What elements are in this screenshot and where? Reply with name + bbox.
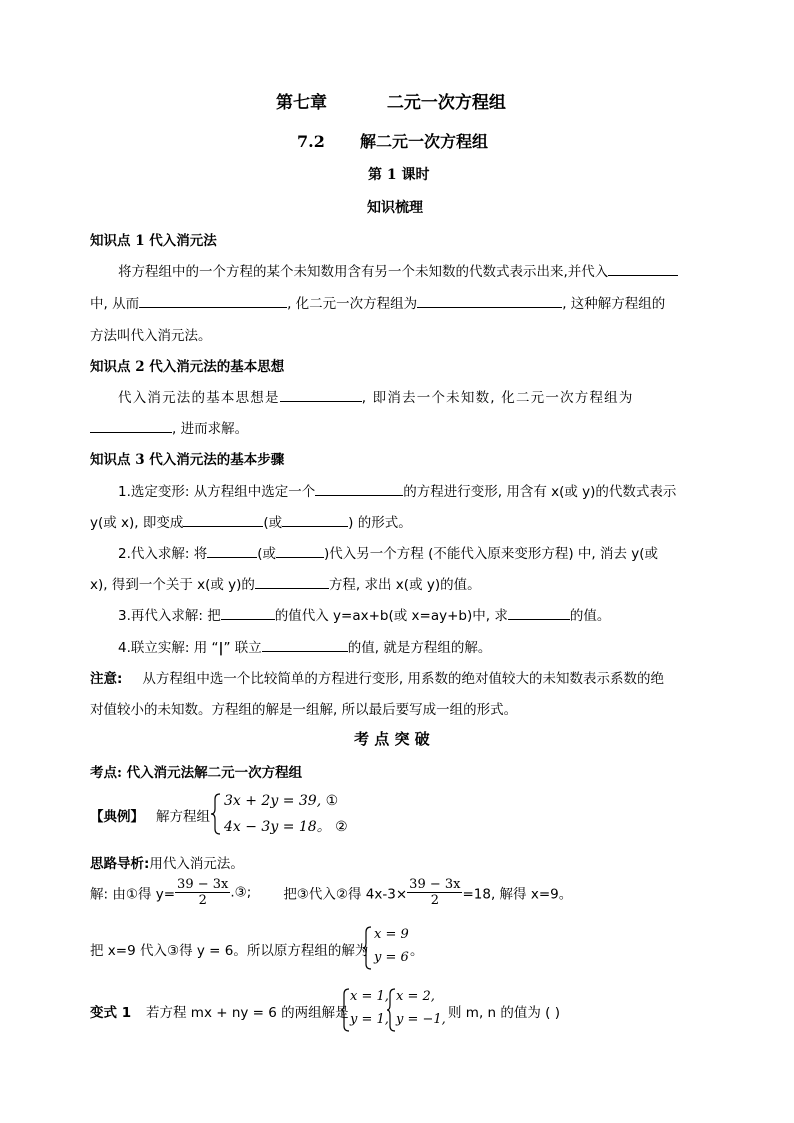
equation-2 (224, 816, 348, 836)
exam-heading: 考 点 突 破 (354, 730, 430, 748)
var-s2-x: x = 2, (396, 989, 435, 1004)
kp1-line1 (118, 260, 678, 280)
kp2-heading: 知识点 2 代入消元法的基本思想 (90, 359, 285, 375)
kp3-step2-line1 (118, 542, 658, 562)
kp3-s4sym: | (218, 640, 224, 656)
var-s1-y: y = 1, (350, 1012, 389, 1027)
section-name: 解二元一次方程组 (360, 132, 489, 151)
blank (90, 418, 172, 433)
kp3-s3a: 3.再代入求解: 把 (118, 608, 221, 624)
kp3-s2a: 2.代入求解: 将 (118, 546, 208, 562)
kp3-s2c: )代入另一个方程 (不能代入原来变形方程) 中, 消去 y(或 (324, 546, 659, 562)
kp3-s1e: ) 的形式。 (348, 515, 412, 531)
sol2-text: 把 x=9 代入③得 y = 6。所以原方程组的解为 (90, 943, 369, 959)
note-label: 注意: (90, 671, 123, 687)
kp3-s2d: x), 得到一个关于 x(或 y)的 (90, 577, 255, 593)
kp3-s2e: 方程, 求出 x(或 y)的值。 (328, 577, 481, 593)
equation-1 (224, 793, 338, 809)
fraction-2-den: 2 (430, 893, 439, 908)
left-brace-icon (210, 793, 222, 835)
kp1-text-2c: , 这种解方程组的 (562, 296, 666, 312)
blank (262, 637, 348, 652)
variation-question: 则 m, n 的值为 ( ) (448, 1005, 560, 1021)
solution-line1 (90, 877, 572, 908)
blank (417, 293, 562, 308)
exam-point: 考点: 代入消元法解二元一次方程组 (90, 765, 303, 781)
kp2-line1 (118, 386, 634, 406)
eq2-mark: ② (335, 819, 348, 835)
sol-d: =18, 解得 x=9。 (462, 886, 573, 903)
kp1-text-2a: 中, 从而 (90, 296, 140, 312)
sol-b: .③; (230, 884, 252, 901)
chapter-number: 第七章 (276, 93, 327, 113)
blank (221, 605, 275, 620)
lesson-label: 第 1 课时 (368, 167, 430, 183)
kp1-line3: 方法叫代入消元法。 (90, 328, 212, 344)
blank (282, 512, 348, 527)
kp3-step4 (118, 636, 491, 656)
fraction-1-den: 2 (198, 893, 207, 908)
kp3-s1a: 1.选定变形: 从方程组中选定一个 (118, 484, 316, 500)
var-s2-y: y = −1, (396, 1012, 446, 1027)
blank (207, 543, 257, 558)
kp3-step2-line2 (90, 573, 481, 593)
kp1-line2 (90, 292, 665, 312)
hint-label: 思路导析: (90, 856, 150, 872)
sol2-x: x = 9 (374, 927, 409, 942)
example-label: 【典例】 (90, 809, 144, 825)
kp2-text-1b: , 即消去一个未知数, 化二元一次方程组为 (361, 390, 634, 406)
left-brace-icon (340, 988, 350, 1032)
kp3-s4c: 的值, 就是方程组的解。 (347, 640, 492, 656)
kp3-s2b: (或 (257, 546, 277, 562)
chapter-title (276, 88, 506, 113)
variation-text: 若方程 mx + ny = 6 的两组解是 (146, 1005, 349, 1021)
section-title (297, 129, 488, 152)
section-number: 7.2 (297, 132, 325, 151)
blank (280, 387, 362, 402)
sol2-y: y = 6 (374, 950, 409, 965)
kp1-heading: 知识点 1 代入消元法 (90, 233, 217, 249)
example-text: 解方程组 (156, 809, 210, 825)
hint (90, 852, 244, 872)
fraction-2-num: 39 − 3x (409, 877, 461, 892)
sol2-end: 。 (410, 943, 424, 959)
blank (508, 605, 570, 620)
kp3-s1d: (或 (263, 515, 283, 531)
hint-text: 用代入消元法。 (149, 856, 244, 872)
fraction-1-num: 39 − 3x (177, 877, 229, 892)
var-s1-x: x = 1, (350, 989, 389, 1004)
note-line2: 对值较小的未知数。方程组的解是一组解, 所以最后要写成一组的形式。 (90, 702, 518, 718)
blank (276, 543, 324, 558)
variation-label: 变式 1 (90, 1005, 132, 1021)
left-brace-icon (362, 926, 372, 970)
kp3-step1-line1 (118, 480, 676, 500)
note-line1 (90, 667, 664, 687)
blank (183, 512, 263, 527)
kp3-s4b: ” 联立 (223, 640, 262, 656)
kp3-step1-line2 (90, 511, 412, 531)
kp3-s3c: 的值。 (569, 608, 611, 624)
note-text-1: 从方程组中选一个比较简单的方程进行变形, 用系数的绝对值较大的未知数表示系数的绝 (142, 671, 664, 687)
fraction-1 (175, 877, 230, 908)
kp3-step3 (118, 604, 610, 624)
kp2-line2 (90, 417, 248, 437)
sol-c: 把③代入②得 4x-3× (283, 886, 408, 903)
kp3-s1c: y(或 x), 即变成 (90, 515, 184, 531)
fraction-2 (407, 877, 462, 908)
kp2-text-2: , 进而求解。 (172, 421, 249, 437)
blank (608, 261, 678, 276)
sol-a: 解: 由①得 y= (90, 886, 176, 903)
blank (315, 481, 403, 496)
kp3-s3b: 的值代入 y=ax+b(或 x=ay+b)中, 求 (274, 608, 508, 624)
kp3-heading: 知识点 3 代入消元法的基本步骤 (90, 452, 285, 468)
eq2-text: 4x − 3y = 18。 (224, 819, 331, 835)
kp2-text-1a: 代入消元法的基本思想是 (118, 390, 280, 406)
kp3-s4a: 4.联立实解: 用 “ (118, 640, 219, 656)
left-brace-icon (386, 988, 396, 1032)
chapter-name: 二元一次方程组 (386, 93, 506, 113)
eq1-text: 3x + 2y = 39, (224, 793, 322, 809)
kp1-text-1: 将方程组中的一个方程的某个未知数用含有另一个未知数的代数式表示出来,并代入 (118, 264, 609, 280)
review-heading: 知识梳理 (367, 200, 423, 216)
kp3-s1b: 的方程进行变形, 用含有 x(或 y)的代数式表示 (403, 484, 677, 500)
blank (139, 293, 287, 308)
eq1-mark: ① (325, 793, 339, 809)
kp1-text-2b: , 化二元一次方程组为 (287, 296, 418, 312)
blank (255, 574, 329, 589)
